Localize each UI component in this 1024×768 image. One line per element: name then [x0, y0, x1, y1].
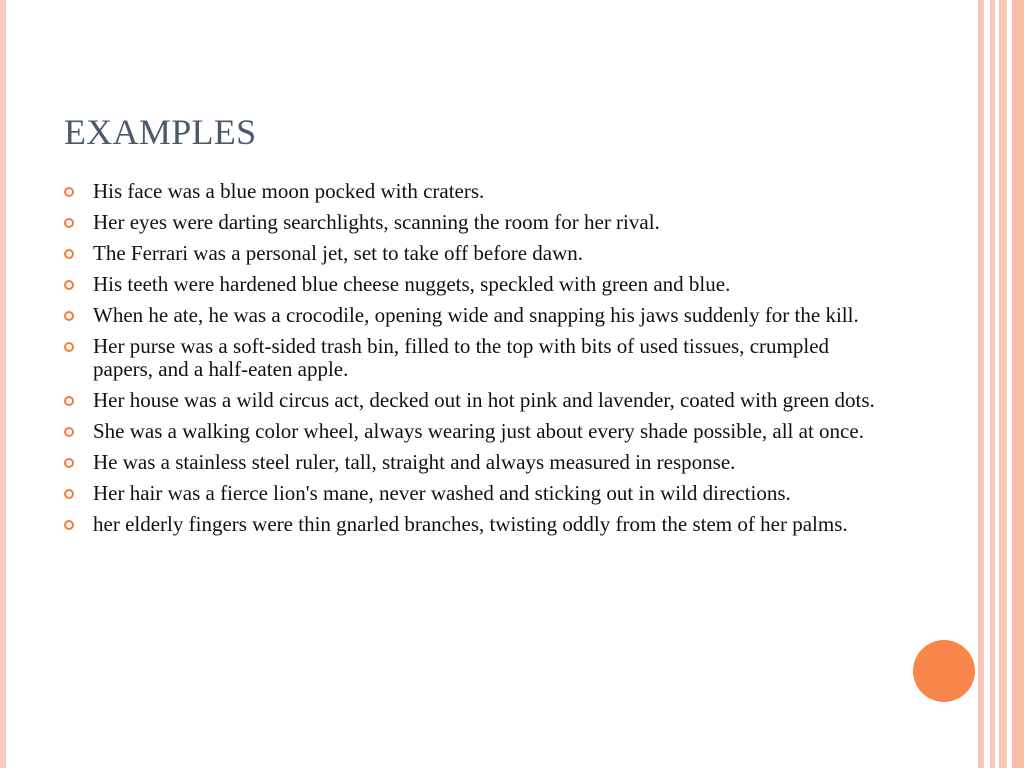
- hollow-circle-bullet-icon: [64, 458, 74, 468]
- bullet-item: [64, 335, 894, 381]
- bullet-text: Her purse was a soft-sided trash bin, filled to the top with bits of used tissues, crumpled papers, and a half-eaten apple.: [93, 334, 830, 381]
- right-border-stripe: [978, 0, 984, 768]
- bullet-text: His face was a blue moon pocked with craters.: [93, 179, 485, 203]
- bullet-item: [64, 420, 894, 443]
- bullet-text: Her hair was a fierce lion's mane, never washed and sticking out in wild directions.: [93, 481, 791, 505]
- slide-title: EXAMPLES: [64, 112, 257, 152]
- hollow-circle-bullet-icon: [64, 520, 74, 530]
- bullet-item: [64, 389, 894, 412]
- hollow-circle-bullet-icon: [64, 311, 74, 321]
- hollow-circle-bullet-icon: [64, 187, 74, 197]
- hollow-circle-bullet-icon: [64, 249, 74, 259]
- bullet-item: [64, 211, 894, 234]
- bullet-text: He was a stainless steel ruler, tall, straight and always measured in response.: [93, 450, 736, 474]
- bullet-text: When he ate, he was a crocodile, opening wide and snapping his jaws suddenly for the kill.: [93, 303, 859, 327]
- bullet-list: [64, 180, 894, 544]
- bullet-item: [64, 304, 894, 327]
- left-border-stripe: [0, 0, 6, 768]
- bullet-item: [64, 482, 894, 505]
- hollow-circle-bullet-icon: [64, 427, 74, 437]
- hollow-circle-bullet-icon: [64, 218, 74, 228]
- bullet-text: The Ferrari was a personal jet, set to take off before dawn.: [93, 241, 584, 265]
- hollow-circle-bullet-icon: [64, 342, 74, 352]
- hollow-circle-bullet-icon: [64, 489, 74, 499]
- right-border-stripe: [1012, 0, 1024, 768]
- bullet-text: Her house was a wild circus act, decked out in hot pink and lavender, coated with green dots.: [93, 388, 875, 412]
- right-border-stripe: [990, 0, 995, 768]
- bullet-text: She was a walking color wheel, always wearing just about every shade possible, all at once.: [93, 419, 864, 443]
- decorative-circle-icon: [913, 640, 975, 702]
- bullet-item: [64, 273, 894, 296]
- bullet-text: her elderly fingers were thin gnarled branches, twisting oddly from the stem of her palms.: [93, 512, 848, 536]
- bullet-item: [64, 180, 894, 203]
- bullet-item: [64, 451, 894, 474]
- right-border-stripe: [999, 0, 1007, 768]
- bullet-text: Her eyes were darting searchlights, scanning the room for her rival.: [93, 210, 660, 234]
- hollow-circle-bullet-icon: [64, 396, 74, 406]
- bullet-item: [64, 242, 894, 265]
- bullet-text: His teeth were hardened blue cheese nuggets, speckled with green and blue.: [93, 272, 731, 296]
- bullet-item: [64, 513, 894, 536]
- hollow-circle-bullet-icon: [64, 280, 74, 290]
